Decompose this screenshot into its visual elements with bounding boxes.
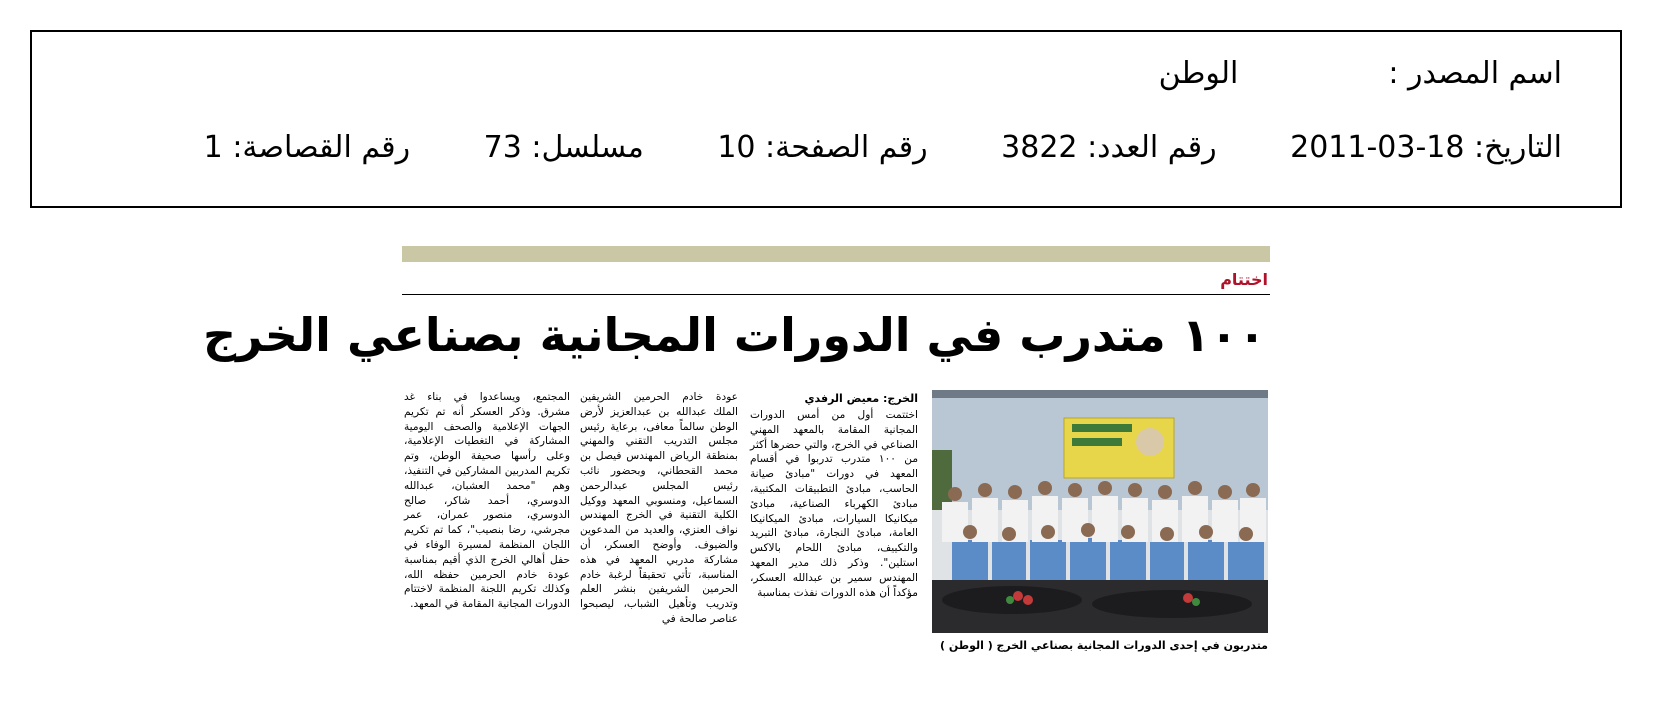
- article-column-1: [750, 408, 918, 600]
- article-photo: [932, 390, 1268, 633]
- section-rule: [402, 294, 1270, 295]
- column-2-text: عودة خادم الحرمين الشريفين الملك عبدالله بن عبدالعزيز لأرض الوطن سالماً معافى، برعاية رئيس مجلس التدريب التقني والمهني بمنطقة الرياض المهندس فيصل بن محمد القحطاني، وبحضور نائب رئيس المجلس عبدالرحمن السماعيل، ومنسوبي المعهد ووكيل الكلية التقنية في الخرج المهندس نواف العنزي، والعديد من المدعوين والضيوف. وأوضح العسكر، أن مشاركة مدربي المعهد في هذه المناسبة، تأتي تحقيقاً لرغبة خادم الحرمين الشريفين بنشر العلم وتدريب وتأهيل الشباب، ليصبحوا عناصر صالحة في: [580, 391, 738, 625]
- photo-credit: ( الوطن ): [940, 639, 993, 652]
- clip-label: رقم القصاصة:: [232, 130, 411, 165]
- page-value: 10: [717, 130, 756, 165]
- caption-text: متدربون في إحدى الدورات المجانية بصناعي الخرج: [996, 639, 1268, 652]
- section-label: اختتام: [1220, 270, 1268, 289]
- issue-label: رقم العدد:: [1087, 130, 1217, 165]
- top-color-band: [402, 246, 1270, 262]
- meta-row: [204, 130, 1562, 165]
- newspaper-clipping: [202, 246, 1270, 688]
- source-value: الوطن: [1158, 56, 1239, 91]
- source-row: [1159, 56, 1562, 91]
- byline: الخرج: معيض الرفدي: [804, 392, 918, 405]
- page-label: رقم الصفحة:: [765, 130, 928, 165]
- column-3-text: المجتمع، ويساعدوا في بناء غد مشرق. وذكر العسكر أنه تم تكريم الجهات الإعلامية والصحف اليومية المشاركة في التغطيات الإعلامية، وعلى رأسها صحيفة الوطن، وتم تكريم المدربين المشاركين في التنفيذ، وهم "محمد العشبان، عبدالله الدوسري، أحمد شاكر، صالح الدوسري، منصور عمران، عمر مجرشي، رضا بنصيب"، كما تم تكريم اللجان المنظمة لمسيرة الوفاء في حفل أهالي الخرج الذي أقيم بمناسبة عودة خادم الحرمين حفظه الله، وكذلك تكريم اللجنة المنظمة لاختتام الدورات المجانية المقامة في المعهد.: [404, 391, 570, 611]
- clip-value: 1: [203, 130, 223, 165]
- photo-caption: [932, 639, 1268, 652]
- serial-label: مسلسل:: [531, 130, 644, 165]
- group-photo-illustration: [932, 390, 1268, 633]
- serial-value: 73: [483, 130, 522, 165]
- metadata-box: [30, 30, 1622, 208]
- date-value: 2011-03-18: [1290, 130, 1465, 165]
- article-column-3: [404, 390, 570, 612]
- article-column-2: [580, 390, 738, 627]
- issue-value: 3822: [1001, 130, 1078, 165]
- date-label: التاريخ:: [1474, 130, 1562, 165]
- column-1-text: اختتمت أول من أمس الدورات المجانية المقامة بالمعهد المهني الصناعي في الخرج، والتي حضرها أكثر من ١٠٠ متدرب تدربوا في أقسام المعهد في دورات "مبادئ صيانة الحاسب، مبادئ التطبيقات المكتبية، مبادئ الكهرباء الصناعية، مبادئ ميكانيكا السيارات، مبادئ الميكانيكا العامة، مبادئ النجارة، مبادئ التبريد والتكييف، مبادئ اللحام بالاكس استلين". وذكر ذلك مدير المعهد المهندس سمير بن عبدالله العسكر، مؤكداً أن هذه الدورات نفذت بمناسبة: [750, 409, 918, 599]
- source-label: اسم المصدر :: [1388, 56, 1562, 91]
- headline: ١٠٠ متدرب في الدورات المجانية بصناعي الخرج: [202, 308, 1266, 362]
